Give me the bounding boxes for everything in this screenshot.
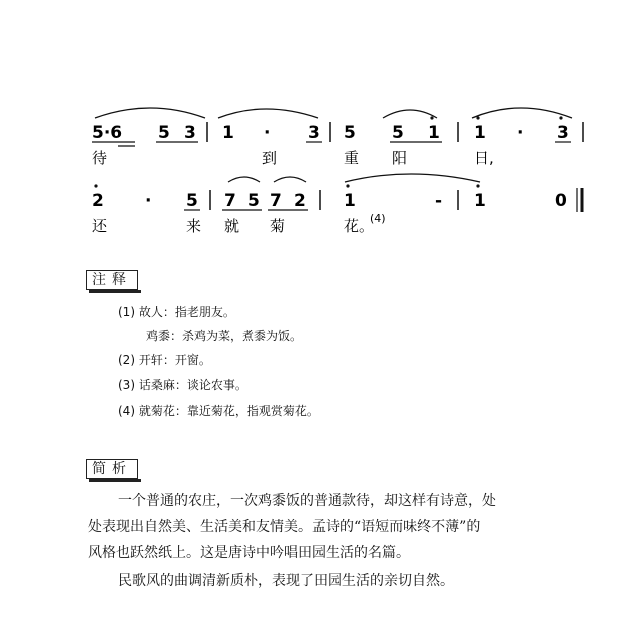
note: · (264, 123, 271, 143)
note: 1 (428, 123, 440, 143)
note-item: (2) 开轩：开窗。 (118, 353, 211, 367)
note: 3 (184, 123, 196, 143)
slur (345, 174, 480, 182)
note: 1 (474, 123, 486, 143)
octave-dot (94, 184, 97, 187)
note: 0 (555, 191, 567, 211)
note: 3 (557, 123, 569, 143)
octave-dot (559, 116, 562, 119)
note-item: (4) 就菊花：靠近菊花，指观赏菊花。 (118, 404, 319, 418)
note: · (145, 191, 152, 211)
note: 1 (222, 123, 234, 143)
note-item: (3) 话桑麻：谈论农事。 (118, 378, 247, 392)
note: 2 (92, 191, 104, 211)
note: 7 (270, 191, 282, 211)
note: 5 (248, 191, 260, 211)
note: 5 (158, 123, 170, 143)
slur (383, 110, 437, 118)
lyric: 花。 (344, 217, 375, 235)
note: 7 (224, 191, 236, 211)
note: 2 (294, 191, 306, 211)
slur (472, 108, 572, 118)
note: 5·6 (92, 123, 123, 143)
analysis-paragraph-line: 一个普通的农庄，一次鸡黍饭的普通款待，却这样有诗意，处 (118, 493, 496, 509)
note: 5 (344, 123, 356, 143)
note: 5 (186, 191, 198, 211)
lyric: 日, (474, 149, 494, 167)
lyric: 还 (92, 217, 108, 235)
lyric: 阳 (392, 149, 408, 167)
lyric: 待 (92, 149, 108, 167)
analysis-paragraph-line: 处表现出自然美、生活美和友情美。孟诗的“语短而味终不薄”的 (88, 519, 481, 535)
note: 3 (308, 123, 320, 143)
note: · (517, 123, 524, 143)
notes-section-title: 注释 (86, 270, 138, 290)
slur (218, 109, 318, 118)
lyric: 到 (262, 149, 278, 167)
note-item: 鸡黍：杀鸡为菜，煮黍为饭。 (146, 329, 303, 343)
slur (274, 177, 306, 182)
octave-dot (430, 116, 433, 119)
octave-dot (476, 184, 479, 187)
analysis-section-title: 简析 (86, 459, 138, 479)
slur (95, 108, 205, 118)
footnote-mark: (4) (370, 212, 386, 225)
note: - (435, 191, 443, 211)
lyric: 就 (224, 217, 240, 235)
note: 1 (474, 191, 486, 211)
lyric: 菊 (270, 217, 286, 235)
note-item: (1) 故人：指老朋友。 (118, 305, 235, 319)
note: 1 (344, 191, 356, 211)
octave-dot (346, 184, 349, 187)
slur (228, 177, 260, 182)
analysis-paragraph-line: 风格也跃然纸上。这是唐诗中吟唱田园生活的名篇。 (88, 545, 410, 561)
lyric: 来 (186, 217, 202, 235)
lyric: 重 (344, 149, 360, 167)
analysis-paragraph-line: 民歌风的曲调清新质朴，表现了田园生活的亲切自然。 (118, 573, 454, 589)
octave-dot (476, 116, 479, 119)
note: 5 (392, 123, 404, 143)
jianpu-score (0, 0, 640, 250)
